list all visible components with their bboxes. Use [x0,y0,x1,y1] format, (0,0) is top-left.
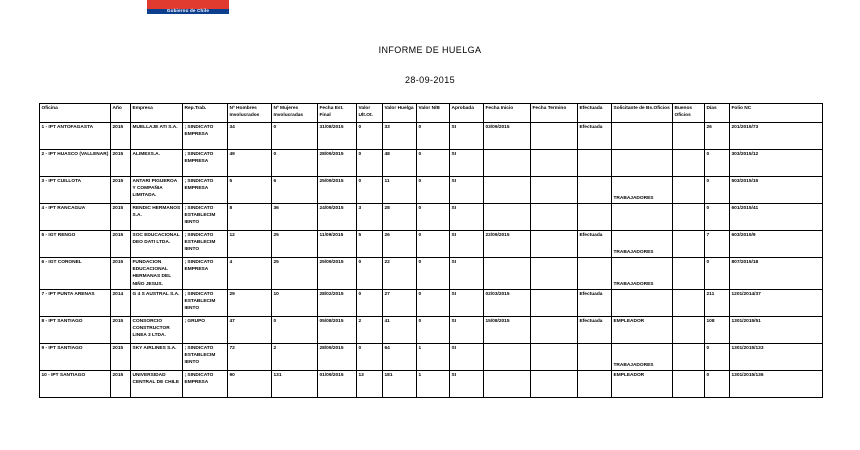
table-cell [484,150,531,177]
table-cell [531,204,578,231]
table-cell [673,258,705,290]
table-cell: 4 - IPT RANCAGUA [40,204,111,231]
table-cell: 181 [383,370,417,397]
table-cell: 22/09/2015 [484,231,531,258]
table-cell: 02/03/2015 [484,289,531,316]
table-cell: 47 [228,316,272,343]
table-cell: ; SINDICATO EMPRESA [183,258,228,290]
table-cell: RENDIC HERMANOS S.A. [131,204,183,231]
table-cell: Efectuada [578,289,612,316]
table-cell: Efectuada [578,123,612,150]
table-cell: SI [450,370,484,397]
table-cell [673,231,705,258]
table-cell: ANTARI PIGUEROA Y COMPAÑIA LIMITADA. [131,177,183,204]
table-cell: TRABAJADORES [612,231,673,258]
table-cell [673,150,705,177]
table-cell: 36 [272,204,318,231]
table-cell: ; SINDICATO EMPRESA [183,370,228,397]
table-cell [578,258,612,290]
table-row [40,289,823,316]
table-cell: ; SINDICATO EMPRESA [183,123,228,150]
table-cell: 1201/2014/37 [730,289,823,316]
table-cell: 0 [705,343,730,370]
table-cell: 108 [705,316,730,343]
table-cell: 6 [272,177,318,204]
table-cell [531,316,578,343]
table-cell: 25/09/2015 [318,258,357,290]
table-cell: 72 [228,343,272,370]
table-cell: 0 [417,289,450,316]
table-cell [578,150,612,177]
table-cell: 28/02/2015 [318,289,357,316]
table-cell: SI [450,204,484,231]
table-cell: 5 - IGT RENGO [40,231,111,258]
table-cell [673,343,705,370]
table-cell: 0 [705,177,730,204]
report-date: 28-09-2015 [404,75,456,85]
column-header: Valor Huelga [383,104,417,123]
table-cell: 4 [228,258,272,290]
table-cell: 3 - IPT CUILLOTA [40,177,111,204]
table-cell: 11/09/2015 [318,231,357,258]
table-cell: 05/08/2015 [318,316,357,343]
table-cell: 303/2015/12 [730,150,823,177]
table-cell: 0 [705,370,730,397]
table-cell: 10 [272,289,318,316]
column-header: Valor Ult.Ot. [357,104,383,123]
table-cell [612,123,673,150]
table-cell: 27 [383,289,417,316]
column-header: Nº Mujeres Involucradas [272,104,318,123]
table-cell: 3 [357,204,383,231]
table-cell: UNIVERSIDAD CENTRAL DE CHILE [131,370,183,397]
table-cell: MUELLAJE ATI S.A. [131,123,183,150]
logo-text: Gobierno de Chile [166,8,210,13]
column-header: Rep.Trab. [183,104,228,123]
table-cell: 211 [705,289,730,316]
table-cell: 2015 [111,258,131,290]
table-cell: SI [450,150,484,177]
table-cell: 0 [357,343,383,370]
table-cell: 49 [228,150,272,177]
table-cell [531,123,578,150]
table-cell: 0 [417,316,450,343]
table-cell: 0 [417,204,450,231]
table-cell: 2015 [111,370,131,397]
table-cell: ; SINDICATO ESTABLECIM IENTO [183,289,228,316]
table-cell [531,258,578,290]
table-cell: TRABAJADORES [612,177,673,204]
table-cell [531,231,578,258]
table-row [40,123,823,150]
table-cell: 0 [417,258,450,290]
table-cell: TRABAJADORES [612,343,673,370]
table-cell [673,204,705,231]
column-header: Oficina [40,104,111,123]
table-cell [484,343,531,370]
column-header: Fecha Inicio [484,104,531,123]
table-cell: TRABAJADORES [612,258,673,290]
table-cell: 2 [272,343,318,370]
table-cell: 22 [383,258,417,290]
table-cell [531,177,578,204]
table-cell [531,370,578,397]
table-cell: ; SINDICATO EMPRESA [183,177,228,204]
strike-report-table [39,103,823,398]
table-cell [484,370,531,397]
table-cell: 0 [417,123,450,150]
table-cell: ; SINDICATO EMPRESA [183,150,228,177]
table-header-row [40,104,823,123]
table-cell: 0 [357,123,383,150]
table-cell: 33 [383,123,417,150]
table-cell: 64 [383,343,417,370]
table-cell: 03/09/2015 [484,123,531,150]
table-cell: ; SINDICATO ESTABLECIM IENTO [183,231,228,258]
table-cell [612,150,673,177]
table-cell: 2015 [111,343,131,370]
table-cell: Efectuada [578,316,612,343]
table-cell [484,204,531,231]
table-cell [578,177,612,204]
table-cell: 2015 [111,316,131,343]
table-cell [612,204,673,231]
table-cell: 0 [357,258,383,290]
table-cell [612,289,673,316]
table-cell: 0 [272,316,318,343]
table-cell: ALIMEXS.A. [131,150,183,177]
table-cell: 9 - IPT SANTIAGO [40,343,111,370]
table-cell: 0 [417,177,450,204]
table-cell: 0 [417,231,450,258]
report-title: INFORME DE HUELGA [378,45,482,55]
table-cell: 26 [383,231,417,258]
table-cell: Efectuada [578,231,612,258]
table-cell: 2015 [111,150,131,177]
table-cell: 2 [357,316,383,343]
table-row [40,258,823,290]
table-cell: 0 [705,258,730,290]
column-header: Fecha Termino [531,104,578,123]
table-cell: 0 [272,150,318,177]
table-cell: SI [450,231,484,258]
table-cell: 2014 [111,289,131,316]
table-cell: 1 [417,343,450,370]
table-cell: 2015 [111,204,131,231]
column-header: Nº Hombres Involucrados [228,104,272,123]
table-cell: 01/09/2015 [318,370,357,397]
table-cell: 13 [357,370,383,397]
column-header: Folio NC [730,104,823,123]
column-header: Valor N/B [417,104,450,123]
table-cell: 1 [417,370,450,397]
table-cell: 7 - IPT PUNTA ARENAS [40,289,111,316]
table-cell: 807/2015/18 [730,258,823,290]
table-cell: 0 [417,150,450,177]
table-row [40,231,823,258]
table-cell: 10 - IPT SANTIAGO [40,370,111,397]
table-cell: 2015 [111,123,131,150]
column-header: Año [111,104,131,123]
table-cell: 25 [272,258,318,290]
column-header: Fecha Est. Final [318,104,357,123]
table-cell: 48 [383,150,417,177]
table-cell: 0 [357,150,383,177]
table-cell: 25 [272,231,318,258]
table-cell: 0 [705,204,730,231]
table-cell: 15/08/2015 [484,316,531,343]
table-cell [578,204,612,231]
table-cell [673,123,705,150]
table-cell: 29 [228,289,272,316]
table-cell: 0 [357,289,383,316]
table-cell: G 4 S AUSTRAL S.A. [131,289,183,316]
table-cell: 5 [357,231,383,258]
table-cell [673,289,705,316]
table-cell: 1301/2015/51 [730,316,823,343]
table-cell: 503/2015/15 [730,177,823,204]
table-cell: SKY AIRLINES S.A. [131,343,183,370]
table-cell: SI [450,316,484,343]
table-cell: 28/09/2015 [318,343,357,370]
gobierno-de-chile-logo [147,0,229,14]
table-cell: 8 [228,204,272,231]
table-cell [578,343,612,370]
column-header: Solicitante de Bs.Oficios [612,104,673,123]
table-cell: ; SINDICATO ESTABLECIM IENTO [183,343,228,370]
table-cell: SI [450,123,484,150]
table-cell: 0 [272,123,318,150]
table-cell [484,177,531,204]
table-cell: ; GRUPO [183,316,228,343]
table-cell [673,316,705,343]
table-cell: 603/2015/9 [730,231,823,258]
table-row [40,177,823,204]
table-row [40,370,823,397]
table-cell [673,370,705,397]
table-cell: 2015 [111,231,131,258]
table-cell: EMPLEADOR [612,370,673,397]
table-cell: SI [450,343,484,370]
table-cell: SI [450,289,484,316]
table-cell: 1301/2015/133 [730,343,823,370]
table-row [40,150,823,177]
table-cell: 0 [705,150,730,177]
table-cell: EMPLEADOR [612,316,673,343]
table-cell: 26 [705,123,730,150]
table-cell: SOC EDUCACIONAL DEO DATI LTDA. [131,231,183,258]
table-cell: 41 [383,316,417,343]
column-header: Días [705,104,730,123]
table-cell: 2 - IPT HUASCO (VALLENAR) [40,150,111,177]
table-cell: 2015 [111,177,131,204]
table-cell [531,343,578,370]
table-cell: 0 [357,177,383,204]
table-cell: CONSORCIO CONSTRUCTOR LINEA 3 LTDA. [131,316,183,343]
table-cell: 131 [272,370,318,397]
table-cell: 34 [228,123,272,150]
table-cell: 90 [228,370,272,397]
table-cell: 11 [383,177,417,204]
table-cell: 1 - IPT ANTOFAGASTA [40,123,111,150]
table-cell: 25/09/2015 [318,177,357,204]
table-cell: 6 - IGT CORONEL [40,258,111,290]
table-cell: ; SINDICATO ESTABLECIM IENTO [183,204,228,231]
table-cell: SI [450,258,484,290]
table-cell: SI [450,177,484,204]
table-cell [531,150,578,177]
table-cell [673,177,705,204]
table-cell: 1301/2015/136 [730,370,823,397]
table-row [40,316,823,343]
column-header: Empresa [131,104,183,123]
table-cell: 28 [383,204,417,231]
table-cell: 601/2015/41 [730,204,823,231]
table-cell [531,289,578,316]
table-cell: 31/08/2015 [318,123,357,150]
table-row [40,204,823,231]
table-cell: 28/09/2015 [318,150,357,177]
column-header: Aprobada [450,104,484,123]
table-cell: 12 [228,231,272,258]
table-cell: FUNDACION EDUCACIONAL HERMANAS DEL NIÑO JESUS. [131,258,183,290]
table-cell [578,370,612,397]
table-cell: 5 [228,177,272,204]
column-header: Efectuada [578,104,612,123]
table-row [40,343,823,370]
table-cell [484,258,531,290]
table-cell: 7 [705,231,730,258]
table-cell: 24/09/2015 [318,204,357,231]
table-cell: 201/2015/73 [730,123,823,150]
table-cell: 8 - IPT SANTIAGO [40,316,111,343]
column-header: Buenos Oficios [673,104,705,123]
